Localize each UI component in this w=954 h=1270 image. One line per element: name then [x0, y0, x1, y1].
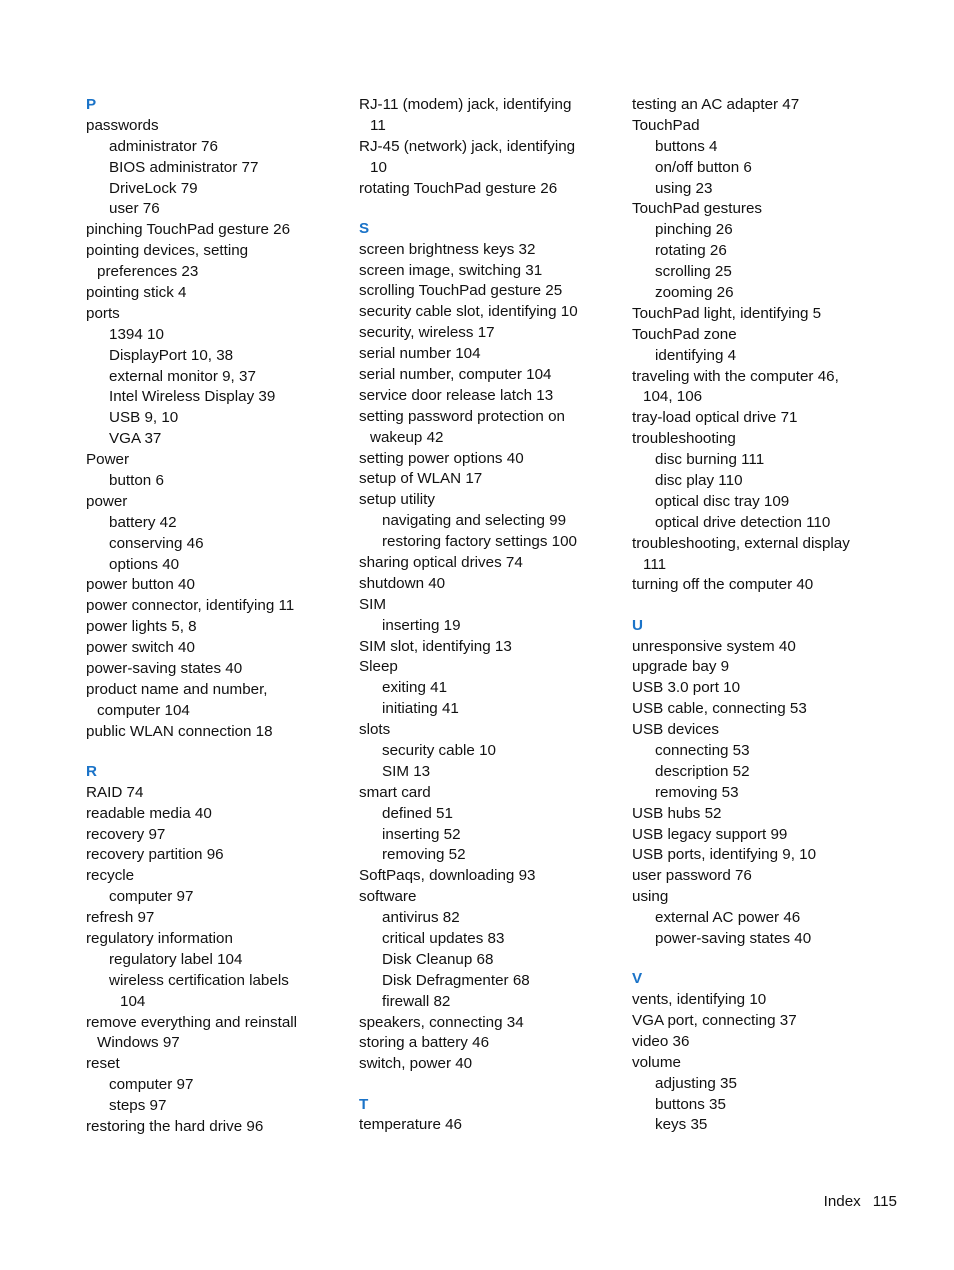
index-entry: vents, identifying 10 [632, 991, 767, 1009]
index-entry: restoring the hard drive 96 [86, 1118, 264, 1136]
index-subentry: computer 97 [109, 888, 194, 906]
index-entry: volume [632, 1053, 681, 1071]
index-entry: TouchPad zone [632, 325, 737, 343]
index-subentry: navigating and selecting 99 [382, 512, 567, 530]
index-entry: RAID 74 [86, 783, 144, 801]
index-subentry: 1394 10 [109, 325, 164, 343]
index-subentry: removing 52 [382, 846, 466, 864]
index-letter-heading: R [86, 762, 97, 780]
index-entry: readable media 40 [86, 804, 212, 822]
index-entry: SIM slot, identifying 13 [359, 637, 512, 655]
index-subentry: options 40 [109, 555, 180, 573]
index-entry: RJ-45 (network) jack, identifying [359, 137, 576, 155]
index-subentry: USB 9, 10 [109, 409, 179, 427]
index-subentry: pinching 26 [655, 221, 733, 239]
index-entry: reset [86, 1055, 120, 1073]
index-entry: service door release latch 13 [359, 386, 554, 404]
index-subentry: restoring factory settings 100 [382, 533, 578, 551]
index-column-1 [86, 95, 348, 1138]
index-entry: temperature 46 [359, 1116, 462, 1134]
index-entry: shutdown 40 [359, 574, 446, 592]
index-entry: power [86, 492, 128, 510]
index-subentry: SIM 13 [382, 762, 431, 780]
index-entry: remove everything and reinstall [86, 1013, 298, 1031]
index-entry: Power [86, 451, 130, 469]
index-subentry: keys 35 [655, 1116, 708, 1134]
index-entry: 104, 106 [643, 388, 703, 406]
index-entry: video 36 [632, 1032, 690, 1050]
index-entry: unresponsive system 40 [632, 637, 796, 655]
index-entry: computer 104 [97, 701, 190, 719]
index-entry: passwords [86, 116, 159, 134]
index-entry: public WLAN connection 18 [86, 722, 273, 740]
index-entry: rotating TouchPad gesture 26 [359, 179, 558, 197]
index-entry: pinching TouchPad gesture 26 [86, 221, 291, 239]
index-entry: USB hubs 52 [632, 804, 722, 822]
index-subentry: external monitor 9, 37 [109, 367, 256, 385]
index-subentry: Disk Defragmenter 68 [382, 971, 530, 989]
index-entry: screen brightness keys 32 [359, 240, 536, 258]
index-entry: USB ports, identifying 9, 10 [632, 846, 817, 864]
index-subentry: antivirus 82 [382, 909, 460, 927]
index-entry: Sleep [359, 658, 398, 676]
index-subentry: buttons 35 [655, 1095, 726, 1113]
index-subentry: Intel Wireless Display 39 [109, 388, 276, 406]
index-subentry: disc play 110 [655, 472, 743, 490]
page-footer [824, 1191, 897, 1212]
index-entry: preferences 23 [97, 263, 199, 281]
index-subentry: identifying 4 [655, 346, 737, 364]
index-subentry: 104 [120, 992, 146, 1010]
index-entry: power lights 5, 8 [86, 618, 197, 636]
index-entry: scrolling TouchPad gesture 25 [359, 282, 563, 300]
index-entry: slots [359, 721, 391, 739]
index-subentry: power-saving states 40 [655, 930, 812, 948]
index-entry: USB devices [632, 721, 719, 739]
index-subentry: Disk Cleanup 68 [382, 950, 494, 968]
index-subentry: removing 53 [655, 783, 739, 801]
index-subentry: DriveLock 79 [109, 179, 198, 197]
index-entry: 111 [643, 555, 667, 573]
index-entry: troubleshooting [632, 430, 736, 448]
index-subentry: inserting 19 [382, 616, 461, 634]
index-letter-heading: V [632, 970, 643, 988]
index-entry: speakers, connecting 34 [359, 1013, 524, 1031]
index-subentry: optical disc tray 109 [655, 492, 790, 510]
index-entry: SoftPaqs, downloading 93 [359, 867, 536, 885]
index-entry: security, wireless 17 [359, 324, 495, 342]
index-entry: VGA port, connecting 37 [632, 1012, 797, 1029]
index-entry: setting power options 40 [359, 449, 524, 467]
index-column-3 [632, 95, 894, 1136]
index-entry: refresh 97 [86, 909, 155, 927]
index-subentry: conserving 46 [109, 534, 204, 552]
index-subentry: initiating 41 [382, 700, 459, 718]
index-entry: regulatory information [86, 930, 233, 948]
index-letter-heading: S [359, 219, 370, 237]
index-subentry: VGA 37 [109, 430, 162, 448]
section-gap [359, 199, 621, 218]
index-letter-heading: P [86, 96, 97, 113]
section-gap [86, 743, 348, 762]
index-entry: Windows 97 [97, 1034, 180, 1052]
index-column-2 [359, 95, 621, 1136]
section-gap [359, 1075, 621, 1094]
index-subentry: scrolling 25 [655, 263, 732, 281]
index-subentry: computer 97 [109, 1076, 194, 1094]
index-letter-heading: U [632, 616, 643, 634]
index-subentry: optical drive detection 110 [655, 513, 831, 531]
index-subentry: user 76 [109, 200, 160, 218]
index-entry: power switch 40 [86, 639, 195, 657]
index-entry: power connector, identifying 11 [86, 597, 295, 615]
index-entry: TouchPad [632, 116, 700, 134]
index-entry: SIM [359, 595, 387, 613]
index-subentry: description 52 [655, 762, 750, 780]
index-subentry: adjusting 35 [655, 1074, 737, 1092]
page-number: 115 [872, 1193, 897, 1210]
index-entry: USB 3.0 port 10 [632, 679, 741, 697]
index-entry: serial number 104 [359, 345, 481, 363]
index-subentry: administrator 76 [109, 137, 218, 155]
index-entry: serial number, computer 104 [359, 365, 552, 383]
index-entry: security cable slot, identifying 10 [359, 303, 578, 321]
index-subentry: steps 97 [109, 1097, 167, 1115]
index-entry: recovery 97 [86, 825, 166, 843]
index-subentry: battery 42 [109, 513, 177, 531]
index-entry: using [632, 888, 669, 906]
index-entry: screen image, switching 31 [359, 261, 543, 279]
index-entry: traveling with the computer 46, [632, 367, 839, 385]
index-entry: pointing stick 4 [86, 284, 187, 302]
index-entry: TouchPad light, identifying 5 [632, 304, 822, 322]
index-subentry: firewall 82 [382, 992, 451, 1010]
index-entry: upgrade bay 9 [632, 658, 730, 676]
index-entry: pointing devices, setting [86, 242, 249, 260]
index-entry: power-saving states 40 [86, 660, 243, 678]
index-subentry: critical updates 83 [382, 930, 505, 948]
index-subentry: external AC power 46 [655, 909, 801, 927]
index-entry: 11 [370, 116, 386, 134]
index-subentry: wireless certification labels [109, 971, 289, 989]
index-entry: power button 40 [86, 576, 195, 594]
index-entry: ports [86, 304, 120, 322]
index-entry: software [359, 888, 417, 906]
index-subentry: BIOS administrator 77 [109, 158, 259, 176]
index-entry: TouchPad gestures [632, 200, 763, 218]
index-entry: turning off the computer 40 [632, 576, 814, 594]
index-entry: recovery partition 96 [86, 846, 224, 864]
index-entry: USB legacy support 99 [632, 825, 788, 843]
index-entry: switch, power 40 [359, 1055, 473, 1073]
index-subentry: disc burning 111 [655, 451, 765, 469]
index-entry: wakeup 42 [370, 428, 444, 446]
index-subentry: buttons 4 [655, 137, 718, 155]
section-gap [632, 596, 894, 615]
index-subentry: connecting 53 [655, 742, 750, 760]
index-entry: smart card [359, 783, 431, 801]
index-entry: setup of WLAN 17 [359, 470, 483, 488]
index-entry: product name and number, [86, 680, 268, 698]
index-entry: testing an AC adapter 47 [632, 96, 800, 113]
index-subentry: rotating 26 [655, 242, 727, 260]
index-entry: sharing optical drives 74 [359, 554, 523, 571]
index-letter-heading: T [359, 1095, 369, 1113]
index-entry: troubleshooting, external display [632, 534, 850, 552]
index-subentry: inserting 52 [382, 825, 461, 843]
index-entry: USB cable, connecting 53 [632, 700, 807, 718]
section-gap [632, 950, 894, 969]
index-entry: user password 76 [632, 867, 752, 885]
index-subentry: regulatory label 104 [109, 950, 243, 968]
index-subentry: DisplayPort 10, 38 [109, 346, 234, 364]
index-subentry: security cable 10 [382, 742, 496, 760]
index-subentry: using 23 [655, 179, 713, 197]
index-entry: 10 [370, 158, 387, 176]
index-subentry: exiting 41 [382, 679, 448, 697]
index-entry: setup utility [359, 491, 435, 509]
index-subentry: zooming 26 [655, 284, 734, 302]
index-entry: recycle [86, 867, 135, 885]
index-entry: storing a battery 46 [359, 1034, 490, 1052]
index-entry: tray-load optical drive 71 [632, 409, 798, 427]
footer-label: Index [823, 1193, 861, 1210]
index-subentry: button 6 [109, 472, 164, 490]
index-subentry: defined 51 [382, 804, 453, 822]
index-entry: setting password protection on [359, 407, 565, 425]
index-subentry: on/off button 6 [655, 158, 752, 176]
index-entry: RJ-11 (modem) jack, identifying [359, 96, 572, 113]
